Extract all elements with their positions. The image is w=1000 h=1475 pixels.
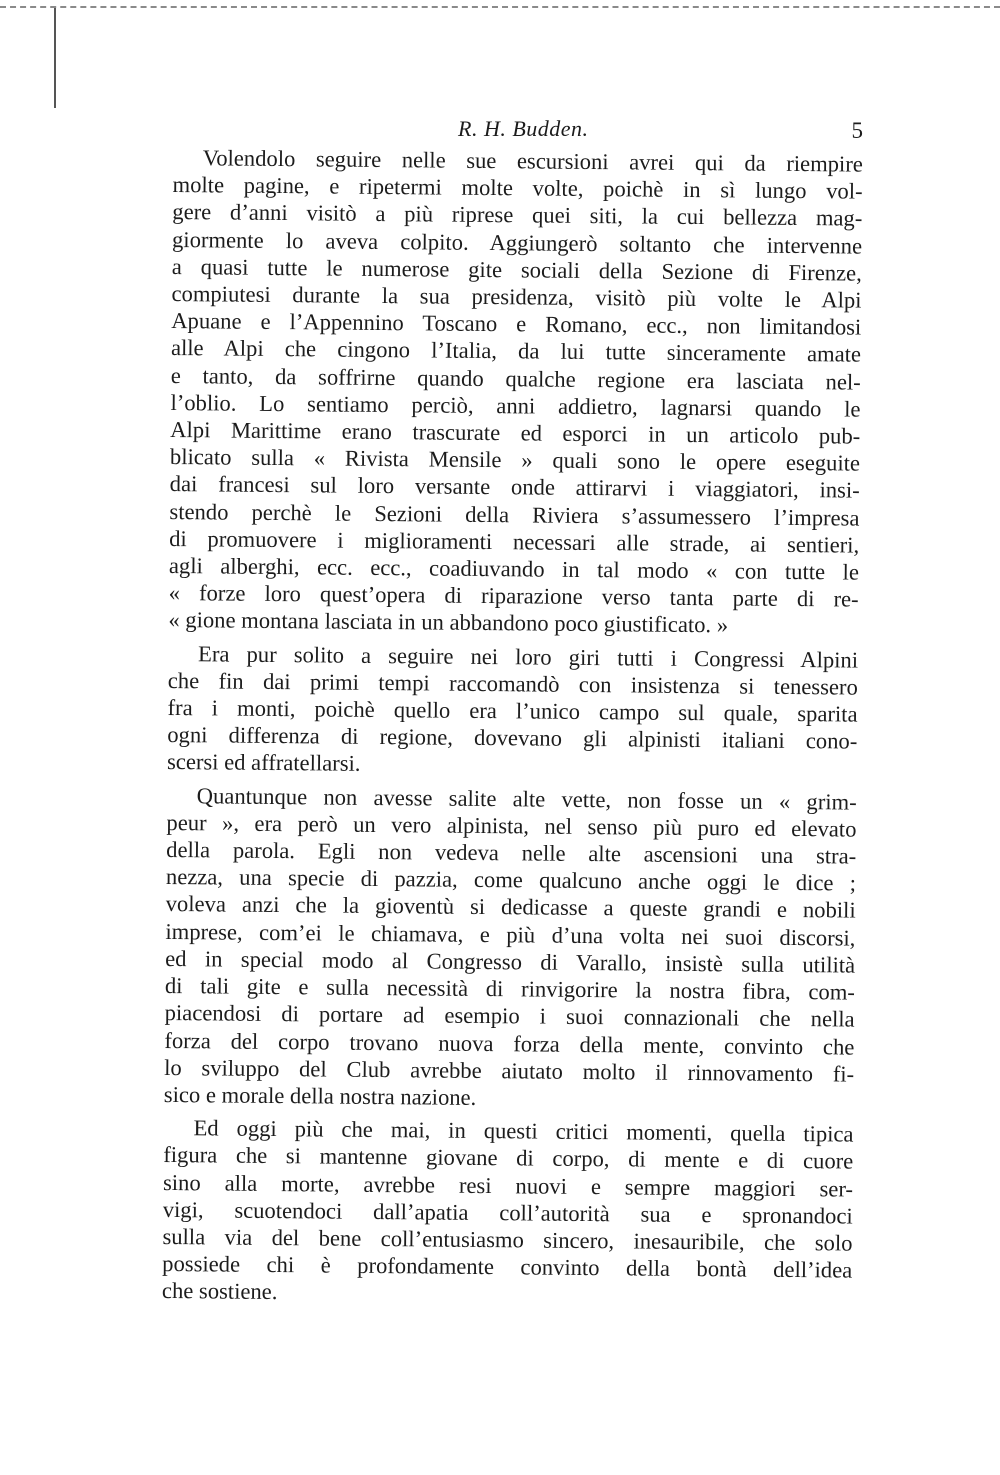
paragraph bbox=[168, 144, 863, 640]
text-line: figura che si mantenne giovane di corpo, di mente e di cuore bbox=[163, 1142, 854, 1174]
page-header bbox=[173, 116, 863, 146]
text-line: stendo perchè le Sezioni della Riviera s’assumessero l’impresa bbox=[169, 498, 860, 531]
paragraph bbox=[164, 782, 857, 1115]
text-line: fra i monti, poichè quello era l’unico campo sul quale, sparita bbox=[167, 695, 858, 727]
body-text bbox=[162, 144, 863, 1317]
text-line: molte pagine, e ripetermi molte volte, poichè in sì lungo vol- bbox=[172, 172, 863, 204]
text-line: « forze loro quest’opera di riparazione verso tanta parte di re- bbox=[168, 580, 859, 612]
text-line: dai francesi sul loro versante onde attirarvi i viaggiatori, insi- bbox=[169, 471, 860, 504]
text-line: sulla via del bene coll’entusiasmo sincero, inesauribile, che solo bbox=[162, 1223, 853, 1256]
text-line: compiutesi durante la sua presidenza, visitò più volte le Alpi bbox=[171, 281, 862, 313]
page-number: 5 bbox=[851, 118, 863, 143]
text-line: e tanto, da soffrirne quando qualche regione era lasciata nel- bbox=[170, 362, 861, 395]
text-line: gere d’anni visitò a più riprese quei siti, la cui bellezza mag- bbox=[172, 199, 863, 232]
text-line: « gione montana lasciata in un abbandono poco giustificato. » bbox=[168, 607, 729, 638]
page-left-edge bbox=[54, 8, 56, 108]
text-line: sino alla morte, avrebbe resi nuovi e sempre maggiori ser- bbox=[162, 1169, 854, 1202]
text-line: Apuane e l’Appennino Toscano e Romano, ecc., non limitandosi bbox=[171, 308, 862, 340]
text-line: nezza, una specie di pazzia, come qualcuno anche oggi le dice ; bbox=[165, 864, 857, 896]
text-line: lo sviluppo del Club avrebbe aiutato molto il rinnovamento fi- bbox=[164, 1054, 855, 1087]
text-line: che fin dai primi tempi raccomandò con insistenza si tenessero bbox=[167, 667, 858, 700]
text-line: che sostiene. bbox=[161, 1278, 278, 1305]
paragraph bbox=[162, 1114, 854, 1311]
text-line: possiede chi è profondamente convinto della bontà dell’idea bbox=[162, 1251, 853, 1283]
text-line: l’oblio. Lo sentiamo perciò, anni addietro, lagnarsi quando le bbox=[170, 389, 861, 422]
text-line: blicato sulla « Rivista Mensile » quali sono le opere eseguite bbox=[169, 444, 861, 476]
text-line: agli alberghi, ecc. ecc., coadiuvando in tal modo « con tutte le bbox=[168, 553, 860, 585]
text-line: Volendolo seguire nelle sue escursioni avrei qui da riempire bbox=[202, 145, 863, 177]
text-line: sico e morale della nostra nazione. bbox=[163, 1081, 477, 1110]
text-line: Era pur solito a seguire nei loro giri tutti i Congressi Alpini bbox=[197, 640, 859, 673]
text-line: piacendosi di portare ad esempio i suoi connazionali che nella bbox=[164, 1000, 855, 1032]
text-line: ogni differenza di regione, dovevano gli alpinisti italiani cono- bbox=[167, 722, 858, 754]
page-top-edge bbox=[0, 6, 1000, 8]
text-line: Ed oggi più che mai, in questi critici momenti, quella tipica bbox=[193, 1115, 854, 1147]
running-head: R. H. Budden. bbox=[458, 116, 589, 141]
text-line: scersi ed affratellarsi. bbox=[166, 749, 361, 777]
text-line: ed in special modo al Congresso di Varallo, insistè sulla utilità bbox=[165, 945, 856, 978]
paragraph bbox=[167, 640, 858, 783]
text-line: forza del corpo trovano nuova forza della mente, convinto che bbox=[164, 1027, 855, 1060]
text-line: a quasi tutte le numerose gite sociali della Sezione di Firenze, bbox=[171, 253, 862, 286]
text-line: di tali gite e sulla necessità di rinvigorire la nostra fibra, com- bbox=[164, 973, 856, 1005]
text-line: imprese, com’ei le chiamava, e più d’una volta nei suoi discorsi, bbox=[165, 918, 856, 951]
text-line: vigi, scuotendoci dall’apatia coll’autorità sua e spronandoci bbox=[162, 1196, 853, 1229]
text-line: Alpi Marittime erano trascurate ed esporci in un articolo pub- bbox=[170, 417, 861, 449]
text-line: peur », era però un vero alpinista, nel senso più puro ed elevato bbox=[166, 809, 857, 842]
text-line: alle Alpi che cingono l’Italia, da lui tutte sinceramente amate bbox=[170, 335, 862, 368]
text-line: di promuovere i miglioramenti necessari alle strade, ai sentieri, bbox=[169, 525, 860, 558]
text-line: giormente lo aveva colpito. Aggiungerò soltanto che intervenne bbox=[171, 226, 863, 259]
text-line: voleva anzi che la gioventù si dedicasse a queste grandi e nobili bbox=[165, 891, 856, 924]
text-line: Quantunque non avesse salite alte vette, non fosse un « grim- bbox=[196, 782, 857, 815]
text-line: della parola. Egli non vedeva nelle alte ascensioni una stra- bbox=[166, 837, 857, 869]
